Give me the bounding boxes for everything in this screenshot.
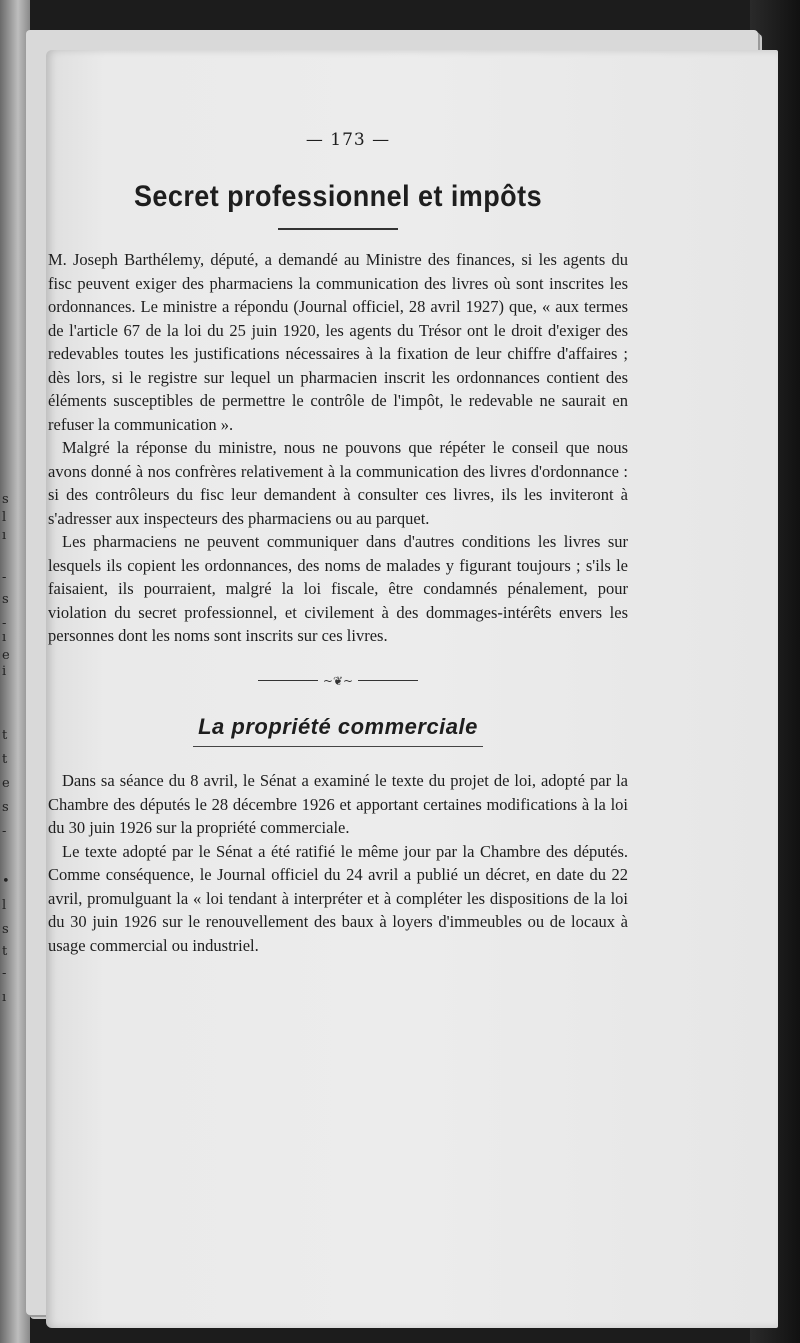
margin-letter: • (2, 874, 10, 889)
ornament-flourish: ~❦~ (322, 673, 354, 688)
ornament-divider (258, 674, 418, 688)
margin-letter: s (2, 492, 9, 507)
ornament-line-right (358, 680, 418, 682)
margin-letter: i (2, 664, 7, 679)
section-rule (193, 746, 483, 748)
margin-letter: - (2, 616, 7, 631)
paragraph: Le texte adopté par le Sénat a été ratifié le même jour par la Chambre des députés. Comme conséquence, le Journal officiel du 24 avril a publié un décret, en date du 22 avril, promulguant la « loi tendant à interpréter et à compléter les dispositions de la loi du 30 juin 1926 sur le renouvellement des baux à loyers d'immeubles ou de locaux à usage commercial ou industriel. (48, 841, 628, 955)
article-title: Secret professionnel et impôts (133, 180, 543, 213)
page-content (48, 130, 628, 957)
margin-letter: ı (2, 630, 7, 645)
section-body (48, 769, 628, 957)
margin-letter: s (2, 922, 9, 937)
title-rule (278, 228, 398, 230)
margin-letter: t (2, 752, 8, 767)
paragraph: Malgré la réponse du ministre, nous ne pouvons que répéter le conseil que nous avons donné à nos confrères relativement à la communication des livres d'ordonnance : si des contrôleurs du fisc leur demandent à consulter ces livres, ils les inviteront à s'adresser aux inspecteurs des pharmaciens ou au parquet. (48, 438, 628, 528)
article-body (48, 248, 628, 648)
margin-letter: ı (2, 528, 7, 543)
paragraph: M. Joseph Barthélemy, député, a demandé au Ministre des finances, si les agents du fisc peuvent exiger des pharmaciens la communication des livres où sont inscrites les ordonnances. Le ministre a répondu (Journal officiel, 28 avril 1927) que, « aux termes de l'article 67 de la loi du 25 juin 1920, les agents du Trésor ont le droit d'exiger des redevables toutes les justifications nécessaires à la fixation de leur chiffre d'affaires ; dès lors, si le registre sur lequel un pharmacien inscrit les ordonnances contient des éléments susceptibles de permettre le contrôle de l'impôt, le redevable ne saurait en refuser la communication ». (48, 250, 628, 434)
paragraph: Dans sa séance du 8 avril, le Sénat a examiné le texte du projet de loi, adopté par la Chambre des députés le 28 décembre 1926 et apportant certaines modifications à la loi du 30 juin 1926 sur la propriété commerciale. (48, 771, 628, 837)
margin-letter: t (2, 728, 8, 743)
margin-letter: - (2, 570, 7, 585)
page-number: — 173 — (305, 130, 391, 150)
margin-letter: l (2, 898, 7, 913)
paragraph: Les pharmaciens ne peuvent communiquer dans d'autres conditions les livres sur lesquels ils copient les ordonnances, des noms de malades y figurant toujours ; s'ils le faisaient, ils pourraient, malgré la loi fiscale, être condamnés pénalement, pour violation du secret professionnel, et civilement à des dommages-intérêts envers les personnes dont les noms sont inscrits sur ces livres. (48, 532, 628, 645)
margin-letter: t (2, 944, 8, 959)
margin-letter: e (2, 776, 10, 791)
margin-letter: s (2, 592, 9, 607)
margin-letter: l (2, 510, 7, 525)
ornament-line-left (258, 680, 318, 682)
margin-letter: - (2, 966, 7, 981)
margin-letter: - (2, 824, 7, 839)
margin-letter: s (2, 800, 9, 815)
section-title: La propriété commerciale (198, 713, 478, 739)
margin-letter: ı (2, 990, 7, 1005)
margin-letter: e (2, 648, 10, 663)
